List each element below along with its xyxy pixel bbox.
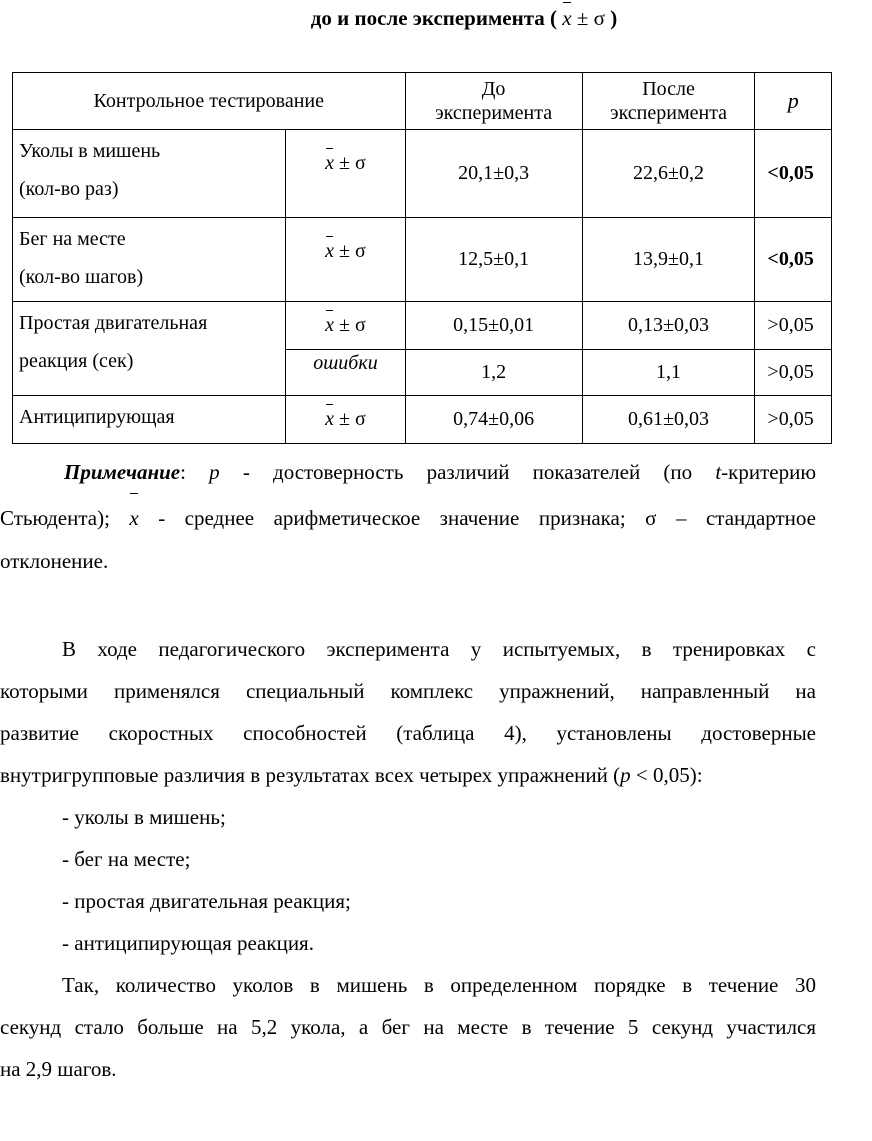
row-name: Антиципирующая xyxy=(13,396,286,444)
list-item: - бег на месте; xyxy=(62,847,191,871)
table-note: Примечание: p - достоверность различий показателей (по t-критерию xyxy=(64,460,817,484)
row-before: 0,15±0,01 xyxy=(405,302,582,350)
list-item: - простая двигательная реакция; xyxy=(62,889,351,913)
caption-close: ) xyxy=(610,6,618,30)
row-errors-p: >0,05 xyxy=(755,350,832,396)
caption-text: до и после эксперимента ( xyxy=(310,6,558,30)
paragraph-1-line-2: которыми применялся специальный комплекс упражнений, направленный на xyxy=(0,679,816,703)
row-stat: x ± σ xyxy=(286,396,405,444)
paragraph-2-line-1: Так, количество уколов в мишень в определенном порядке в течение 30 xyxy=(62,973,816,997)
results-table-container xyxy=(12,72,816,430)
table-row xyxy=(13,396,832,444)
row-name: Уколы в мишень (кол-во раз) xyxy=(13,130,286,218)
row-name: Бег на месте (кол-во шагов) xyxy=(13,218,286,302)
note-p-symbol: p xyxy=(209,460,220,484)
header-before: До эксперимента xyxy=(405,73,582,130)
list-item: - уколы в мишень; xyxy=(62,805,226,829)
note-label: Примечание xyxy=(64,460,181,484)
row-p: >0,05 xyxy=(755,396,832,444)
row-p: <0,05 xyxy=(755,130,832,218)
table-caption xyxy=(56,6,872,31)
note-line-3: отклонение. xyxy=(0,549,109,573)
row-after: 13,9±0,1 xyxy=(582,218,755,302)
row-before: 0,74±0,06 xyxy=(405,396,582,444)
caption-pm-sigma: ± σ xyxy=(576,6,605,30)
table-header-row xyxy=(13,73,832,130)
header-test: Контрольное тестирование xyxy=(13,73,406,130)
paragraph-2-line-2: секунд стало больше на 5,2 укола, а бег на месте в течение 5 секунд участился xyxy=(0,1015,816,1039)
row-stat: x ± σ xyxy=(286,302,405,350)
paragraph-1-line-4: внутригрупповые различия в результатах всех четырех упражнений (p < 0,05): xyxy=(0,763,703,787)
row-name: Простая двигательная реакция (сек) xyxy=(13,302,286,396)
row-after: 22,6±0,2 xyxy=(582,130,755,218)
row-errors-before: 1,2 xyxy=(405,350,582,396)
table-row xyxy=(13,302,832,350)
table-row xyxy=(13,130,832,218)
note-x-mean-symbol: x xyxy=(129,497,138,539)
row-p: >0,05 xyxy=(755,302,832,350)
note-line-2: Стьюдента); x - среднее арифметическое значение признака; σ – стандартное xyxy=(0,497,816,539)
caption-x-mean-symbol: x xyxy=(562,6,572,30)
row-errors-label: ошибки xyxy=(286,350,405,396)
header-after: После эксперимента xyxy=(582,73,755,130)
list-item: - антиципирующая реакция. xyxy=(62,931,314,955)
paragraph-1-line-3: развитие скоростных способностей (таблица 4), установлены достоверные xyxy=(0,721,816,745)
paragraph-1-line-1: В ходе педагогического эксперимента у испытуемых, в тренировках с xyxy=(62,637,816,661)
row-after: 0,61±0,03 xyxy=(582,396,755,444)
row-p: <0,05 xyxy=(755,218,832,302)
table-row xyxy=(13,218,832,302)
row-errors-after: 1,1 xyxy=(582,350,755,396)
row-stat: x ± σ xyxy=(286,218,405,302)
results-table xyxy=(12,72,832,444)
row-before: 20,1±0,3 xyxy=(405,130,582,218)
row-before: 12,5±0,1 xyxy=(405,218,582,302)
row-after: 0,13±0,03 xyxy=(582,302,755,350)
paragraph-2-line-3: на 2,9 шагов. xyxy=(0,1057,117,1081)
row-stat: x ± σ xyxy=(286,130,405,218)
header-p: p xyxy=(755,73,832,130)
